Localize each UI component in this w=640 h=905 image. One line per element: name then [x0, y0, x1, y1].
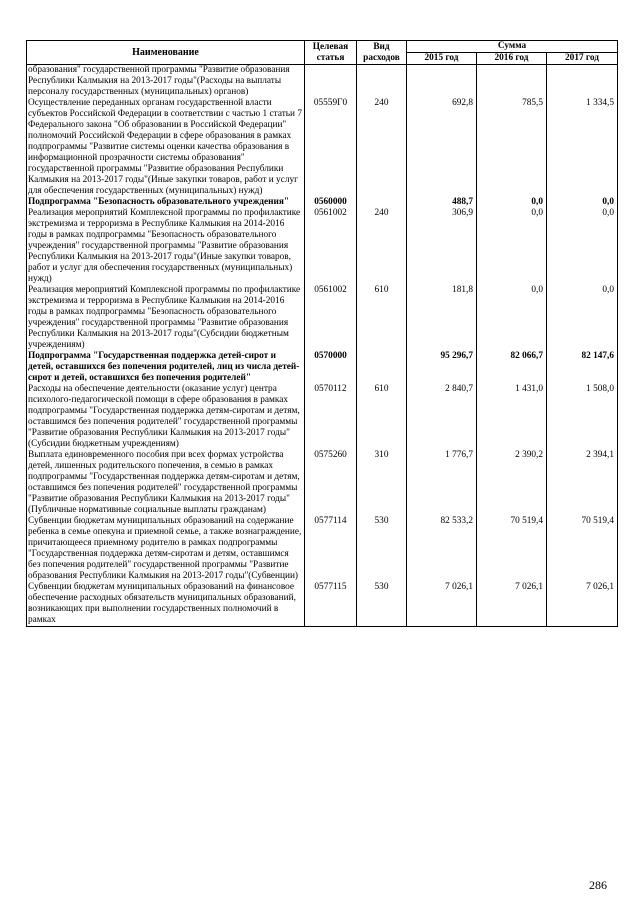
row-name: Субвенции бюджетам муниципальных образований на финансовое обеспечение расходных обязательств муниципальных образований, возникающих при выполнении государственных полномочий в рамках: [27, 582, 305, 627]
row-vr: [357, 65, 407, 99]
row-2015: [407, 65, 477, 99]
row-name: Субвенции бюджетам муниципальных образований на содержание ребенка в семье опекуна и приемной семье, а также вознаграждение, причитающееся приемному родителю в рамках подпрограммы "Государственная поддержка детям-сиротам и детям, оставшимся без попечения родителей" государственной программы "Развитие образования Республики Калмыкия на 2013-2017 годы"(Субвенции): [27, 516, 305, 582]
row-2017: 2 394,1: [547, 450, 618, 516]
header-2017: 2017 год: [547, 53, 618, 65]
row-2016: 0,0: [477, 208, 547, 285]
budget-table: [26, 40, 618, 627]
row-2016: 785,5: [477, 98, 547, 197]
row-name: Реализация мероприятий Комплексной программы по профилактике экстремизма и терроризма в Республике Калмыкия на 2014-2016 годы в рамках подпрограммы "Безопасность образовательного учреждения" государственной программы "Развитие образования Республики Калмыкия на 2013-2017 годы"(Субсидии бюджетным учреждениям): [27, 285, 305, 351]
row-name: Осуществление переданных органам государственной власти субъектов Российской Федерации в соответствии с частью 1 статьи 7 Федерального закона "Об образовании в Российской Федерации" полномочий Российской Федерации в сфере образования в рамках подпрограммы "Развитие системы оценки качества образования в информационной прозрачности системы образования" государственной программы "Развитие образования Республики Калмыкия на 2013-2017 годы"(Иные закупки товаров, работ и услуг для обеспечения государственных (муниципальных) нужд): [27, 98, 305, 197]
row-2015: 2 840,7: [407, 384, 477, 450]
row-name: Реализация мероприятий Комплексной программы по профилактике экстремизма и терроризма в Республике Калмыкия на 2014-2016 годы в рамках подпрограммы "Безопасность образовательного учреждения" государственной программы "Развитие образования Республики Калмыкия на 2013-2017 годы"(Иные закупки товаров, работ и услуг для обеспечения государственных (муниципальных) нужд): [27, 208, 305, 285]
table-row: [27, 450, 618, 516]
table-row: [27, 208, 618, 285]
row-name: Подпрограмма "Безопасность образовательного учреждения": [27, 197, 305, 208]
row-vr: 610: [357, 384, 407, 450]
row-code: 0560000: [305, 197, 357, 208]
row-2016: 2 390,2: [477, 450, 547, 516]
row-2015: 82 533,2: [407, 516, 477, 582]
table-row-subprogram: [27, 351, 618, 384]
row-2017: 1 334,5: [547, 98, 618, 197]
row-name: Выплата единовременного пособия при всех формах устройства детей, лишенных родительского попечения, в семью в рамках подпрограммы "Государственная поддержка детям-сиротам и детям, оставшимся без попечения родителей" государственной программы "Развитие образования Республики Калмыкия на 2013-2017 годы"(Публичные нормативные социальные выплаты гражданам): [27, 450, 305, 516]
row-2015: 181,8: [407, 285, 477, 351]
row-2016: 0,0: [477, 197, 547, 208]
row-2015: 692,8: [407, 98, 477, 197]
row-code: 0577114: [305, 516, 357, 582]
table-row: [27, 98, 618, 197]
row-code: 0577115: [305, 582, 357, 627]
row-vr: 240: [357, 208, 407, 285]
row-2017: 1 508,0: [547, 384, 618, 450]
row-2015: 95 296,7: [407, 351, 477, 384]
row-2016: 82 066,7: [477, 351, 547, 384]
row-2016: 70 519,4: [477, 516, 547, 582]
table-row: [27, 384, 618, 450]
row-2016: 7 026,1: [477, 582, 547, 627]
row-2015: 306,9: [407, 208, 477, 285]
row-2017: 82 147,6: [547, 351, 618, 384]
row-code: 0570112: [305, 384, 357, 450]
table-row-subprogram: [27, 197, 618, 208]
row-code: 0561002: [305, 285, 357, 351]
row-2015: 488,7: [407, 197, 477, 208]
row-vr: 310: [357, 450, 407, 516]
row-vr: 610: [357, 285, 407, 351]
row-code: 0575260: [305, 450, 357, 516]
row-vr: 530: [357, 582, 407, 627]
header-sum: Сумма: [407, 41, 618, 53]
row-name: образования" государственной программы "Развитие образования Республики Калмыкия на 2013-2017 годы"(Расходы на выплаты персоналу государственных (муниципальных) органов): [27, 65, 305, 99]
row-code: 0570000: [305, 351, 357, 384]
table-row: [27, 65, 618, 99]
row-code: 05559Г0: [305, 98, 357, 197]
row-2017: 70 519,4: [547, 516, 618, 582]
row-name: Подпрограмма "Государственная поддержка детей-сирот и детей, оставшихся без попечения родителей, лиц из числа детей-сирот и детей, оставшихся без попечения родителей": [27, 351, 305, 384]
header-2015: 2015 год: [407, 53, 477, 65]
header-vid: Вид расходов: [357, 41, 407, 65]
table-body: [27, 65, 618, 627]
page-number: 286: [589, 878, 607, 892]
row-2017: 0,0: [547, 208, 618, 285]
row-vr: 530: [357, 516, 407, 582]
table-row: [27, 582, 618, 627]
row-2017: [547, 65, 618, 99]
table-row: [27, 516, 618, 582]
row-2015: 7 026,1: [407, 582, 477, 627]
row-2017: 0,0: [547, 197, 618, 208]
row-2015: 1 776,7: [407, 450, 477, 516]
row-2017: 7 026,1: [547, 582, 618, 627]
table-row: [27, 285, 618, 351]
header-target: Целевая статья: [305, 41, 357, 65]
row-code: [305, 65, 357, 99]
header-2016: 2016 год: [477, 53, 547, 65]
row-2017: 0,0: [547, 285, 618, 351]
row-vr: [357, 351, 407, 384]
row-2016: 1 431,0: [477, 384, 547, 450]
row-2016: [477, 65, 547, 99]
header-name: Наименование: [27, 41, 305, 65]
row-code: 0561002: [305, 208, 357, 285]
row-name: Расходы на обеспечение деятельности (оказание услуг) центра психолого-педагогической помощи в сфере образования в рамках подпрограммы "Государственная поддержка детям-сиротам и детям, оставшимся без попечения родителей" государственной программы "Развитие образования Республики Калмыкия на 2013-2017 годы"(Субсидии бюджетным учреждениям): [27, 384, 305, 450]
row-vr: [357, 197, 407, 208]
row-2016: 0,0: [477, 285, 547, 351]
row-vr: 240: [357, 98, 407, 197]
